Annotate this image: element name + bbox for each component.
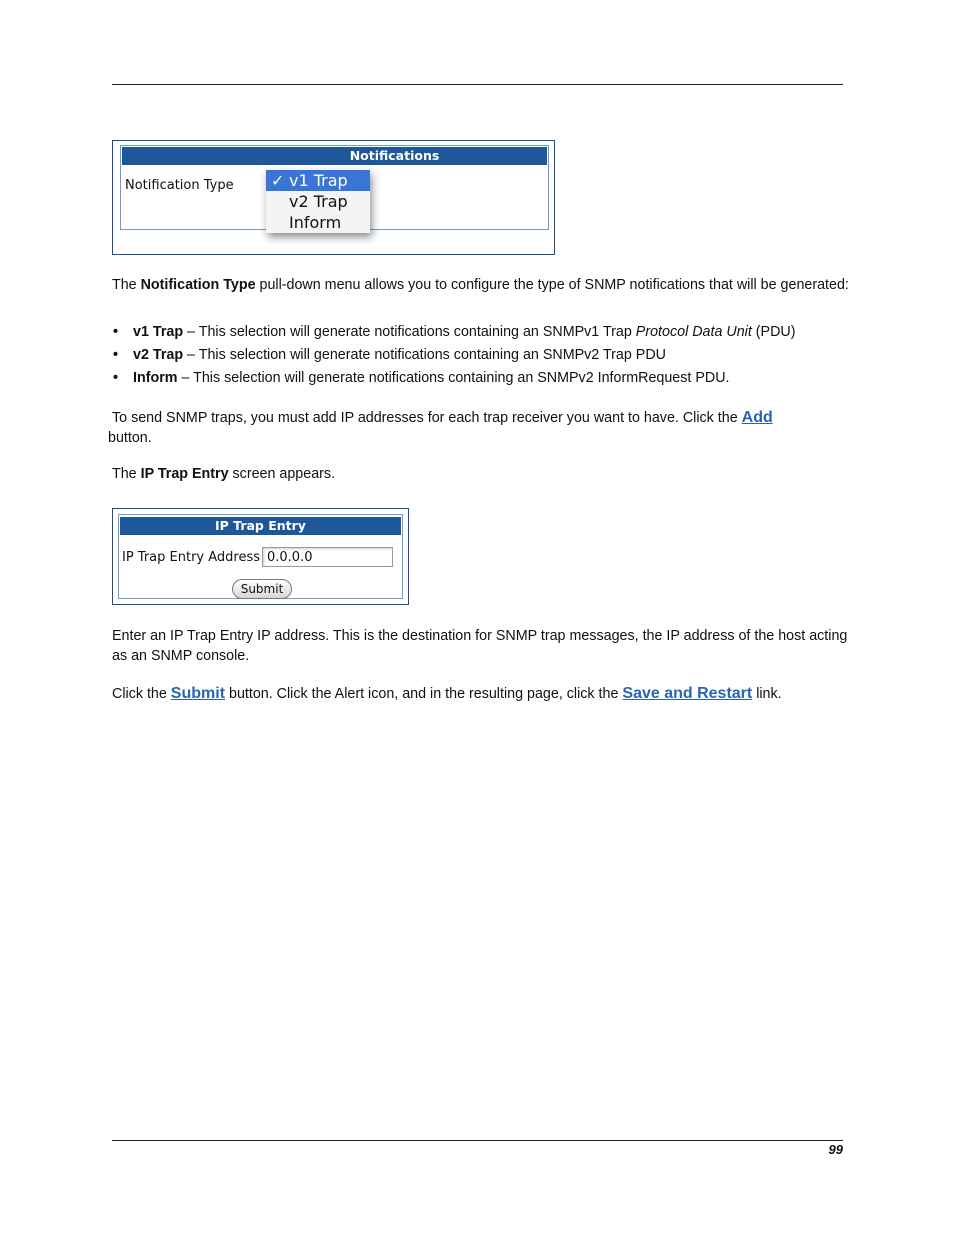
list-item <box>112 323 852 346</box>
ip-trap-entry-header: IP Trap Entry <box>120 517 401 535</box>
dropdown-option-inform[interactable] <box>266 212 370 233</box>
ip-trap-entry-address-input[interactable]: 0.0.0.0 <box>262 547 393 567</box>
dropdown-option-v2-trap[interactable] <box>266 191 370 212</box>
click-tail: link. <box>752 686 782 702</box>
bullet-text: – This selection will generate notifications containing an SNMPv1 Trap <box>183 324 636 340</box>
notifications-screenshot <box>112 140 555 255</box>
bullet-text: – This selection will generate notifications containing an SNMPv2 Trap PDU <box>183 347 666 363</box>
bullet-icon: • <box>113 324 119 340</box>
list-item <box>112 369 852 392</box>
traps-text: To send SNMP traps, you must add IP addresses for each trap receiver you want to have. Click the <box>112 410 742 426</box>
list-item <box>112 346 852 369</box>
notifications-header: Notifications <box>122 147 547 165</box>
bullet-tail: (PDU) <box>751 324 796 340</box>
click-lead: Click the <box>112 686 171 702</box>
notification-type-label: Notification Type <box>125 178 234 193</box>
intro-paragraph <box>112 276 852 296</box>
intro-rest: pull-down menu allows you to configure the type of SNMP notifications that will be generated: <box>255 277 849 293</box>
click-middle: button. Click the Alert icon, and in the resulting page, click the <box>225 686 623 702</box>
bullet-italic: Protocol Data Unit <box>635 324 752 340</box>
ip-trap-entry-panel <box>118 514 403 599</box>
submit-button[interactable]: Submit <box>232 579 292 599</box>
screen-term: IP Trap Entry <box>140 466 229 482</box>
screen-paragraph <box>112 465 852 485</box>
header-rule <box>112 84 843 85</box>
traps-paragraph <box>108 408 852 448</box>
traps-tail: button. <box>108 429 152 446</box>
ip-trap-entry-screenshot <box>112 508 409 605</box>
screen-rest: screen appears. <box>228 466 336 482</box>
dropdown-option-v1-trap[interactable] <box>266 170 370 191</box>
bullet-term: v2 Trap <box>133 347 184 363</box>
footer-rule <box>112 1140 843 1141</box>
checkmark-icon: ✓ <box>271 171 285 190</box>
bullet-term: Inform <box>133 370 178 386</box>
option-label: v2 Trap <box>289 192 348 211</box>
ip-trap-entry-address-label: IP Trap Entry Address <box>122 550 261 565</box>
notification-type-dropdown[interactable] <box>266 170 370 233</box>
bullet-term: v1 Trap <box>133 324 184 340</box>
bullet-text: – This selection will generate notifications containing an SNMPv2 InformRequest PDU. <box>177 370 730 386</box>
option-label: Inform <box>289 213 342 232</box>
click-paragraph <box>112 684 852 705</box>
option-label: v1 Trap <box>289 171 348 190</box>
intro-lead: The <box>112 277 141 293</box>
add-link[interactable]: Add <box>741 409 773 426</box>
intro-term: Notification Type <box>140 277 256 293</box>
submit-link[interactable]: Submit <box>170 685 226 702</box>
enter-paragraph: Enter an IP Trap Entry IP address. This is the destination for SNMP trap messages, the IP address of the host acting as an SNMP console. <box>112 628 848 664</box>
notification-type-list <box>112 323 852 392</box>
screen-lead: The <box>112 466 141 482</box>
bullet-icon: • <box>113 347 119 363</box>
page-number: 99 <box>828 1142 843 1157</box>
bullet-icon: • <box>113 370 119 386</box>
save-and-restart-link[interactable]: Save and Restart <box>622 685 753 702</box>
